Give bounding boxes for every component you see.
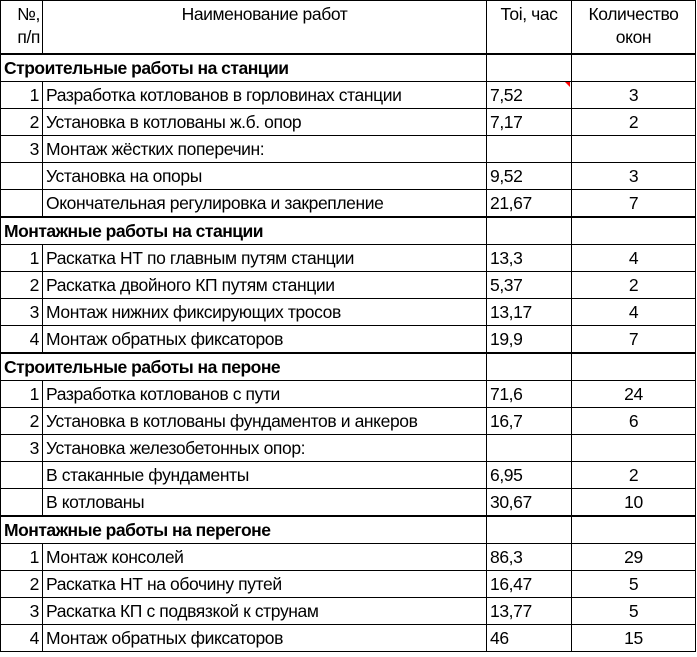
section-hours-cell[interactable] xyxy=(487,54,572,82)
table-row xyxy=(1,136,696,163)
row-name-cell[interactable]: В стаканные фундаменты xyxy=(43,462,487,489)
table-row xyxy=(1,598,696,625)
table-row xyxy=(1,571,696,598)
row-hours-cell[interactable] xyxy=(487,136,572,163)
row-name-cell[interactable]: Монтаж обратных фиксаторов xyxy=(43,625,487,652)
row-name-cell[interactable]: Монтаж консолей xyxy=(43,544,487,571)
row-hours-cell[interactable]: 13,3 xyxy=(487,245,572,272)
row-num-cell[interactable]: 4 xyxy=(1,326,43,354)
row-windows-cell[interactable]: 5 xyxy=(572,571,696,598)
section-title[interactable]: Строительные работы на пероне xyxy=(1,353,487,381)
section-windows-cell[interactable] xyxy=(572,353,696,381)
section-title[interactable]: Монтажные работы на станции xyxy=(1,217,487,245)
table-row xyxy=(1,489,696,517)
row-num-cell[interactable]: 2 xyxy=(1,571,43,598)
row-windows-cell[interactable]: 3 xyxy=(572,163,696,190)
row-num-cell[interactable]: 2 xyxy=(1,109,43,136)
row-num-cell[interactable]: 3 xyxy=(1,598,43,625)
table-row xyxy=(1,326,696,354)
row-hours-cell[interactable]: 5,37 xyxy=(487,272,572,299)
row-num-cell[interactable]: 2 xyxy=(1,408,43,435)
comment-marker[interactable] xyxy=(565,82,570,87)
row-name-cell[interactable]: Раскатка НТ по главным путям станции xyxy=(43,245,487,272)
section-hours-cell[interactable] xyxy=(487,217,572,245)
table-body xyxy=(1,54,696,652)
row-windows-cell[interactable]: 7 xyxy=(572,326,696,354)
header-windows[interactable]: Количество окон xyxy=(572,1,696,55)
row-hours-cell[interactable]: 30,67 xyxy=(487,489,572,517)
row-hours-cell[interactable]: 46 xyxy=(487,625,572,652)
table-row xyxy=(1,381,696,408)
section-row xyxy=(1,516,696,544)
row-name-cell[interactable]: Монтаж нижних фиксирующих тросов xyxy=(43,299,487,326)
row-hours-cell[interactable]: 9,52 xyxy=(487,163,572,190)
row-hours-cell[interactable]: 13,77 xyxy=(487,598,572,625)
row-name-cell[interactable]: Раскатка двойного КП путям станции xyxy=(43,272,487,299)
section-windows-cell[interactable] xyxy=(572,54,696,82)
table-row xyxy=(1,408,696,435)
row-num-cell[interactable]: 3 xyxy=(1,435,43,462)
row-windows-cell[interactable]: 15 xyxy=(572,625,696,652)
table-row xyxy=(1,299,696,326)
row-windows-cell[interactable]: 3 xyxy=(572,82,696,109)
row-windows-cell[interactable]: 10 xyxy=(572,489,696,517)
table-row xyxy=(1,544,696,571)
row-num-cell[interactable]: 1 xyxy=(1,82,43,109)
row-num-cell[interactable]: 1 xyxy=(1,245,43,272)
row-hours-cell[interactable]: 6,95 xyxy=(487,462,572,489)
row-num-cell[interactable]: 1 xyxy=(1,544,43,571)
row-hours-cell[interactable]: 71,6 xyxy=(487,381,572,408)
table-row xyxy=(1,163,696,190)
section-row xyxy=(1,54,696,82)
row-windows-cell[interactable]: 6 xyxy=(572,408,696,435)
row-name-cell[interactable]: Монтаж жёстких поперечин: xyxy=(43,136,487,163)
row-num-cell[interactable] xyxy=(1,462,43,489)
table-row xyxy=(1,272,696,299)
row-name-cell[interactable]: Установка в котлованы фундаментов и анкеров xyxy=(43,408,487,435)
row-name-cell[interactable]: Разработка котлованов с пути xyxy=(43,381,487,408)
section-hours-cell[interactable] xyxy=(487,353,572,381)
row-hours-cell[interactable]: 86,3 xyxy=(487,544,572,571)
table-row xyxy=(1,245,696,272)
header-name[interactable]: Наименование работ xyxy=(43,1,487,55)
table-row xyxy=(1,82,696,109)
row-windows-cell[interactable]: 24 xyxy=(572,381,696,408)
header-num[interactable]: №, п/п xyxy=(1,1,43,55)
table-row xyxy=(1,190,696,218)
table-row xyxy=(1,109,696,136)
section-row xyxy=(1,217,696,245)
row-windows-cell[interactable]: 29 xyxy=(572,544,696,571)
row-num-cell[interactable] xyxy=(1,190,43,218)
row-name-cell[interactable]: Разработка котлованов в горловинах станции xyxy=(43,82,487,109)
row-hours-cell[interactable]: 16,7 xyxy=(487,408,572,435)
row-hours-cell[interactable]: 19,9 xyxy=(487,326,572,354)
row-name-cell[interactable]: Установка в котлованы ж.б. опор xyxy=(43,109,487,136)
row-name-cell[interactable]: Установка железобетонных опор: xyxy=(43,435,487,462)
row-hours-cell[interactable]: 16,47 xyxy=(487,571,572,598)
row-hours-cell[interactable]: 7,52 xyxy=(487,82,572,109)
row-name-cell[interactable]: В котлованы xyxy=(43,489,487,517)
row-name-cell[interactable]: Раскатка КП с подвязкой к струнам xyxy=(43,598,487,625)
row-windows-cell[interactable]: 2 xyxy=(572,109,696,136)
row-name-cell[interactable]: Раскатка НТ на обочину путей xyxy=(43,571,487,598)
row-num-cell[interactable]: 1 xyxy=(1,381,43,408)
table-row xyxy=(1,462,696,489)
row-hours-cell[interactable]: 13,17 xyxy=(487,299,572,326)
row-num-cell[interactable]: 3 xyxy=(1,299,43,326)
section-title[interactable]: Строительные работы на станции xyxy=(1,54,487,82)
row-hours-cell[interactable]: 7,17 xyxy=(487,109,572,136)
row-hours-cell[interactable]: 21,67 xyxy=(487,190,572,218)
section-title[interactable]: Монтажные работы на перегоне xyxy=(1,516,487,544)
row-windows-cell[interactable]: 2 xyxy=(572,462,696,489)
header-hours[interactable]: Тоi, час xyxy=(487,1,572,55)
row-windows-cell[interactable]: 5 xyxy=(572,598,696,625)
section-windows-cell[interactable] xyxy=(572,217,696,245)
table-row xyxy=(1,435,696,462)
row-windows-cell[interactable]: 4 xyxy=(572,299,696,326)
row-windows-cell[interactable] xyxy=(572,435,696,462)
row-name-cell[interactable]: Установка на опоры xyxy=(43,163,487,190)
row-name-cell[interactable]: Монтаж обратных фиксаторов xyxy=(43,326,487,354)
section-windows-cell[interactable] xyxy=(572,516,696,544)
row-windows-cell[interactable]: 2 xyxy=(572,272,696,299)
row-windows-cell[interactable]: 7 xyxy=(572,190,696,218)
row-num-cell[interactable] xyxy=(1,163,43,190)
row-windows-cell[interactable] xyxy=(572,136,696,163)
row-num-cell[interactable]: 4 xyxy=(1,625,43,652)
row-num-cell[interactable]: 3 xyxy=(1,136,43,163)
section-row xyxy=(1,353,696,381)
section-hours-cell[interactable] xyxy=(487,516,572,544)
row-hours-cell[interactable] xyxy=(487,435,572,462)
header-row xyxy=(1,1,696,55)
row-name-cell[interactable]: Окончательная регулировка и закрепление xyxy=(43,190,487,218)
row-num-cell[interactable]: 2 xyxy=(1,272,43,299)
row-windows-cell[interactable]: 4 xyxy=(572,245,696,272)
table-row xyxy=(1,625,696,652)
row-num-cell[interactable] xyxy=(1,489,43,517)
